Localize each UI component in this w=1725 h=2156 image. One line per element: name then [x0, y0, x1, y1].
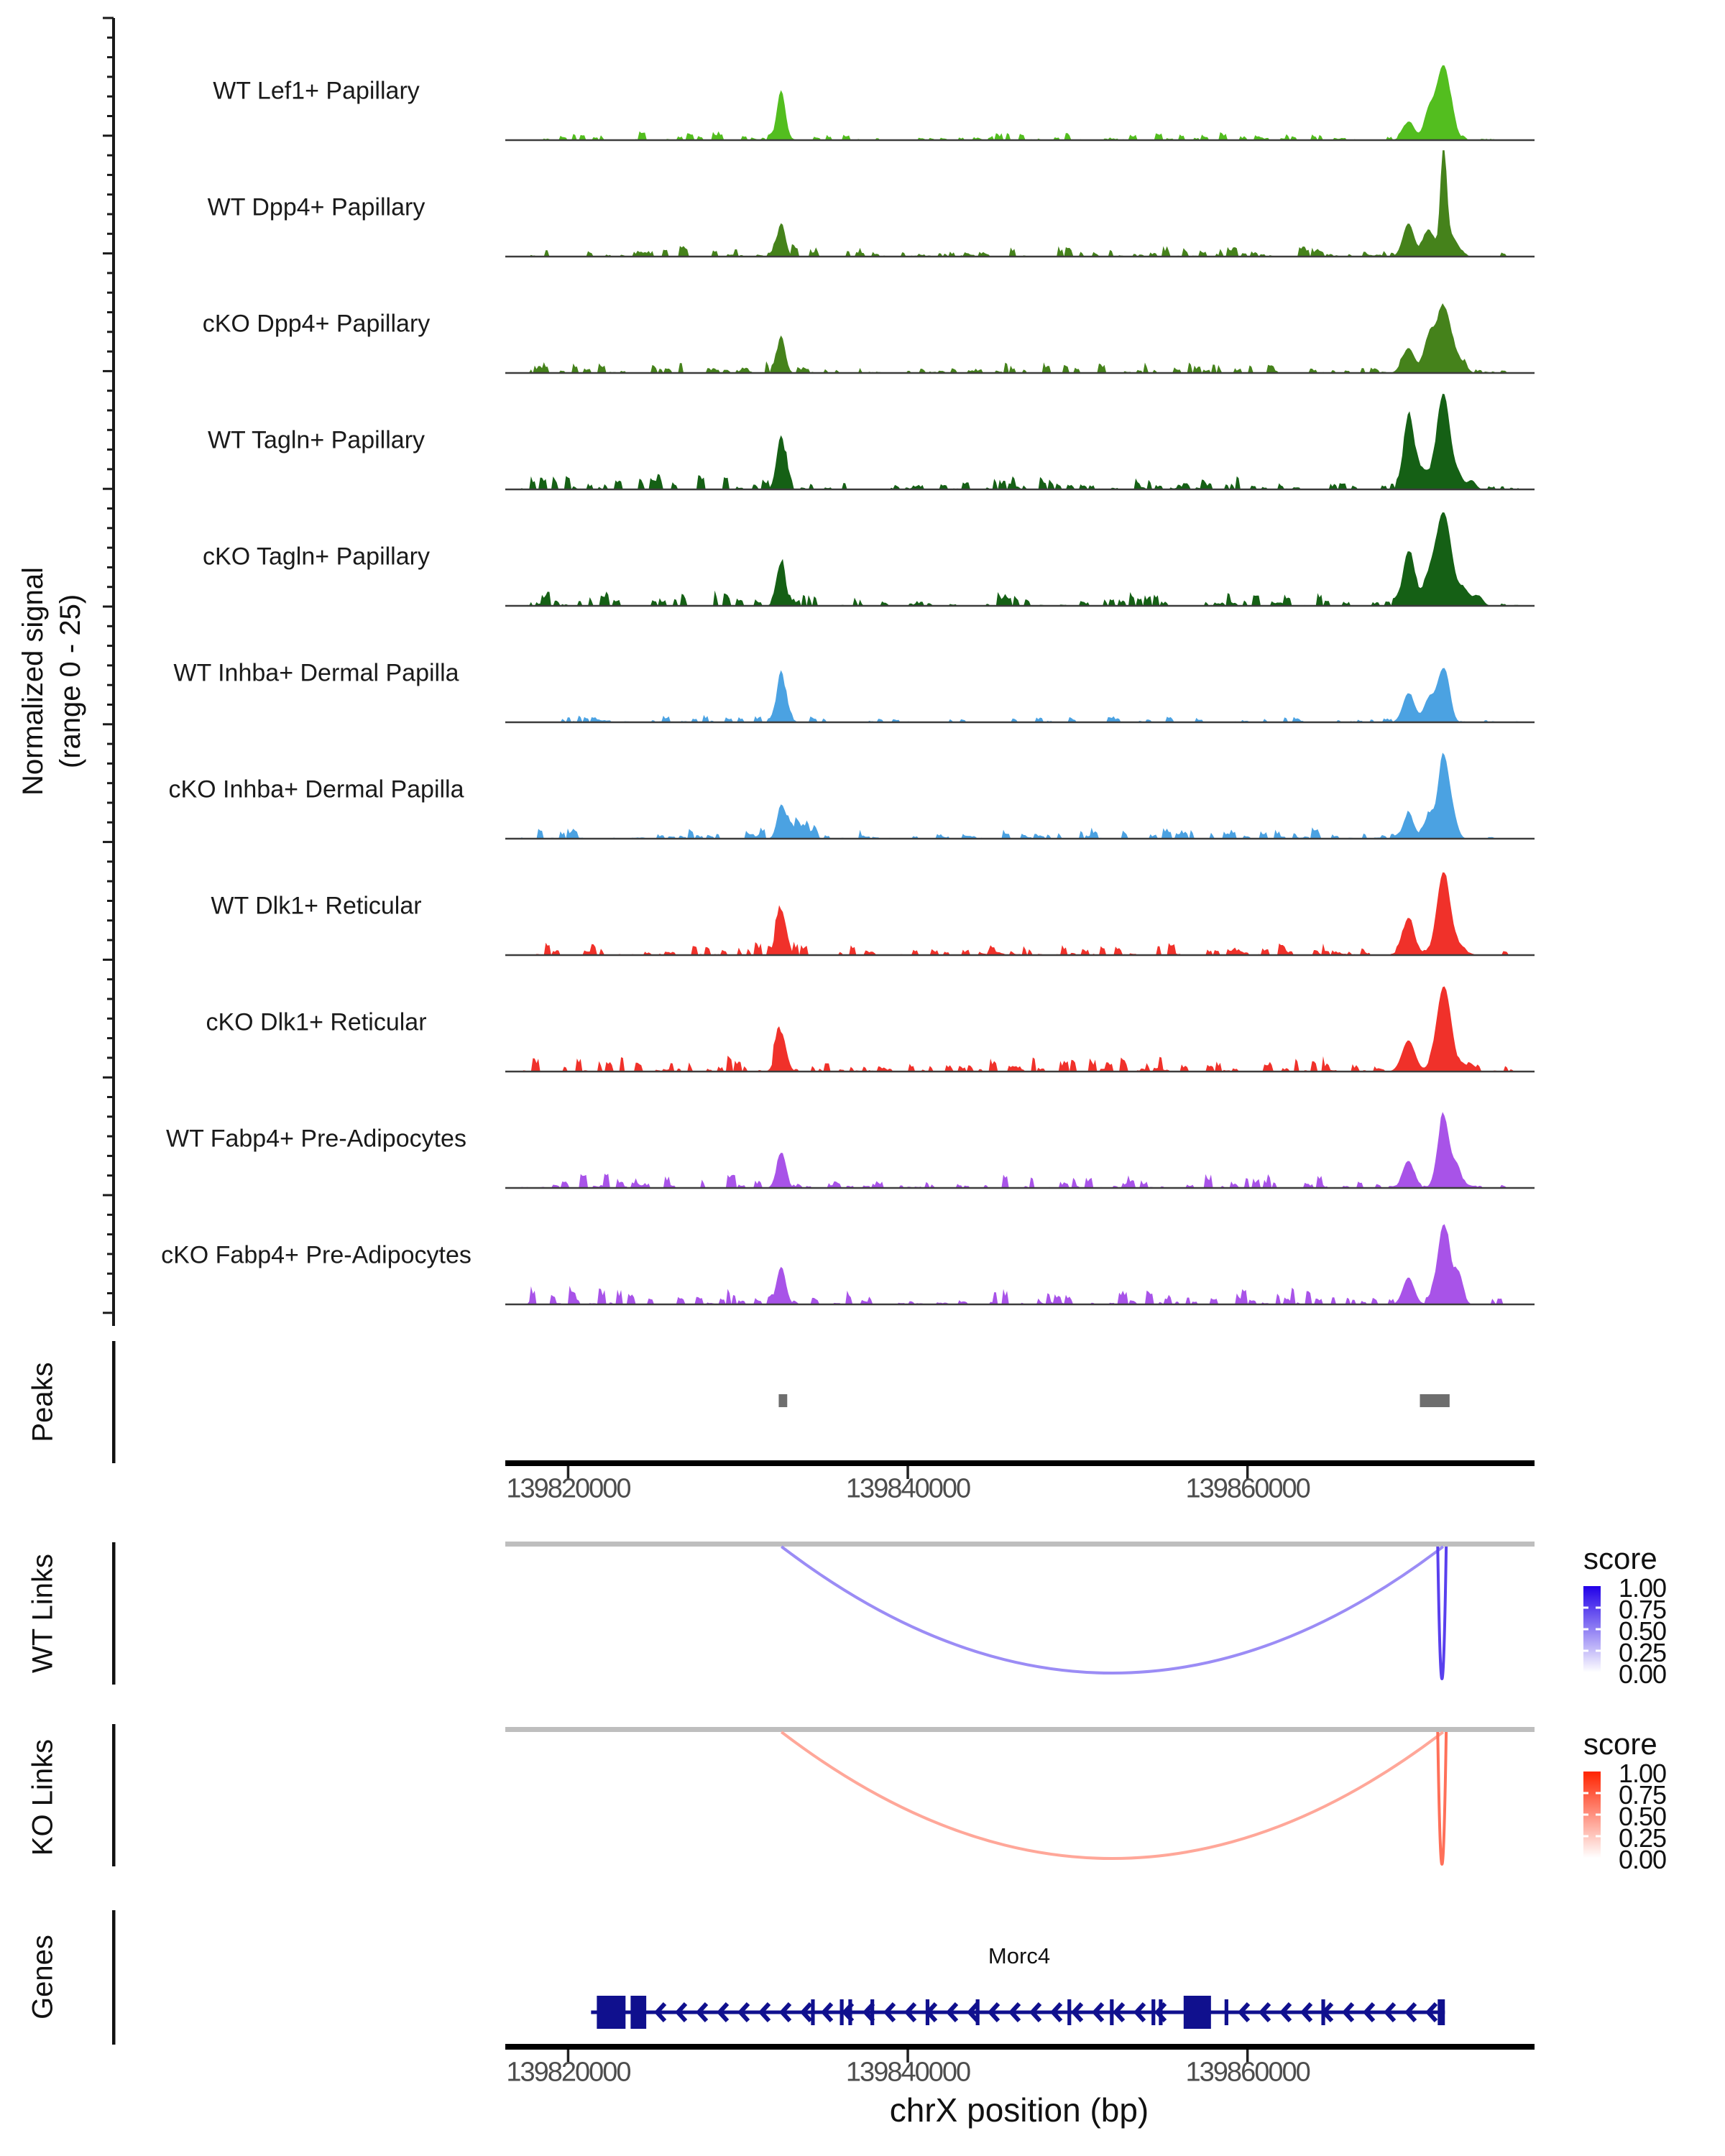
wt-links-arc-1 [1438, 1547, 1446, 1679]
ko-links-legend-tick-1: 0.75 [1619, 1780, 1667, 1810]
coverage-area [505, 1112, 1535, 1188]
genes-panel-bar [112, 1910, 116, 2045]
genome-axis-upper [505, 1463, 1535, 1479]
coverage-area [505, 872, 1535, 955]
signal-axis-label-line2: (range 0 - 25) [55, 594, 86, 769]
wt-links-legend-tick-3: 0.25 [1619, 1638, 1667, 1667]
gene-exon-0 [597, 1996, 625, 2029]
gene-exon-13 [1225, 1999, 1228, 2025]
track-label-7: WT Dlk1+ Reticular [211, 892, 422, 920]
track-label-4: cKO Tagln+ Papillary [203, 543, 430, 571]
gene-exon-12 [1184, 1996, 1211, 2029]
genome-axis-upper-ticklabel-0: 139820000 [506, 1473, 630, 1504]
signal-track-4 [505, 512, 1535, 606]
ko-links-legend-tick-4: 0.00 [1619, 1845, 1667, 1874]
track-label-2: cKO Dpp4+ Papillary [202, 310, 431, 338]
track-label-10: cKO Fabp4+ Pre-Adipocytes [161, 1241, 472, 1269]
wt-links-arc-0 [781, 1547, 1443, 1673]
panel-label-wt-links: WT Links [27, 1554, 59, 1673]
signal-tracks [505, 65, 1535, 1304]
signal-track-0 [505, 65, 1535, 140]
wt-links-legend-tick-2: 0.50 [1619, 1616, 1667, 1646]
track-label-1: WT Dpp4+ Papillary [207, 193, 426, 221]
coverage-area [505, 303, 1535, 373]
signal-axis-ruler [103, 18, 114, 1326]
wt-links-panel-bar [112, 1542, 116, 1685]
peaks-panel [112, 1341, 1450, 1463]
track-label-8: cKO Dlk1+ Reticular [206, 1008, 427, 1036]
peak-region-0 [778, 1394, 787, 1407]
x-axis-title: chrX position (bp) [889, 2091, 1149, 2129]
signal-track-6 [505, 752, 1535, 839]
coverage-area [505, 987, 1535, 1072]
wt-links [112, 1542, 1601, 1685]
coverage-area [505, 668, 1535, 723]
signal-track-10 [505, 1224, 1535, 1304]
signal-track-9 [505, 1112, 1535, 1188]
ko-links-arc-1 [1438, 1732, 1446, 1864]
genome-axis-upper-ticklabel-1: 139840000 [845, 1473, 970, 1504]
gene-exon-15 [1438, 1999, 1445, 2025]
gene-exon-8 [1067, 1999, 1071, 2025]
genome-axis-lower [505, 2047, 1535, 2063]
ko-links [112, 1724, 1601, 1866]
panel-label-peaks: Peaks [27, 1362, 59, 1442]
genome-axis-upper-ticklabel-2: 139860000 [1185, 1473, 1310, 1504]
panel-label-ko-links: KO Links [27, 1738, 59, 1856]
signal-axis-label-line1: Normalized signal [17, 567, 49, 796]
peaks-panel-bar [112, 1341, 116, 1463]
track-label-9: WT Fabp4+ Pre-Adipocytes [166, 1125, 466, 1153]
signal-track-8 [505, 987, 1535, 1072]
track-label-5: WT Inhba+ Dermal Papilla [173, 659, 459, 687]
peak-region-1 [1420, 1394, 1449, 1407]
signal-track-3 [505, 394, 1535, 489]
ko-links-panel-bar [112, 1724, 116, 1866]
gene-name-label: Morc4 [988, 1943, 1051, 1968]
coverage-area [505, 150, 1535, 257]
ko-links-arc-0 [781, 1732, 1443, 1858]
wt-links-legend-tick-0: 1.00 [1619, 1573, 1667, 1603]
genome-axis-lower-ticklabel-0: 139820000 [506, 2057, 630, 2088]
track-label-6: cKO Inhba+ Dermal Papilla [168, 775, 464, 803]
genome-axis-lower-ticklabel-1: 139840000 [845, 2057, 970, 2088]
genome-axis-lower-ticklabel-2: 139860000 [1185, 2057, 1310, 2088]
track-label-3: WT Tagln+ Papillary [207, 426, 426, 454]
signal-track-5 [505, 668, 1535, 723]
wt-links-legend-tick-1: 0.75 [1619, 1595, 1667, 1624]
signal-track-1 [505, 150, 1535, 257]
coverage-area [505, 752, 1535, 839]
signal-track-2 [505, 303, 1535, 373]
wt-links-baseline [505, 1542, 1535, 1547]
ko-links-legend-tick-0: 1.00 [1619, 1759, 1667, 1788]
panel-label-genes: Genes [27, 1935, 59, 2019]
coverage-area [505, 1224, 1535, 1304]
ko-links-baseline [505, 1727, 1535, 1732]
signal-track-7 [505, 872, 1535, 955]
coverage-area [505, 512, 1535, 606]
ko-links-legend-tick-3: 0.25 [1619, 1823, 1667, 1853]
ko-links-legend-title: score [1583, 1727, 1657, 1761]
gene-exon-2 [811, 1999, 814, 2025]
wt-links-legend-title: score [1583, 1542, 1657, 1575]
coverage-area [505, 65, 1535, 140]
gene-exon-1 [630, 1996, 646, 2029]
coverage-area [505, 394, 1535, 489]
wt-links-legend-tick-4: 0.00 [1619, 1659, 1667, 1689]
track-label-0: WT Lef1+ Papillary [213, 77, 420, 105]
ko-links-legend-tick-2: 0.50 [1619, 1802, 1667, 1831]
gene-panel [112, 1910, 1445, 2045]
